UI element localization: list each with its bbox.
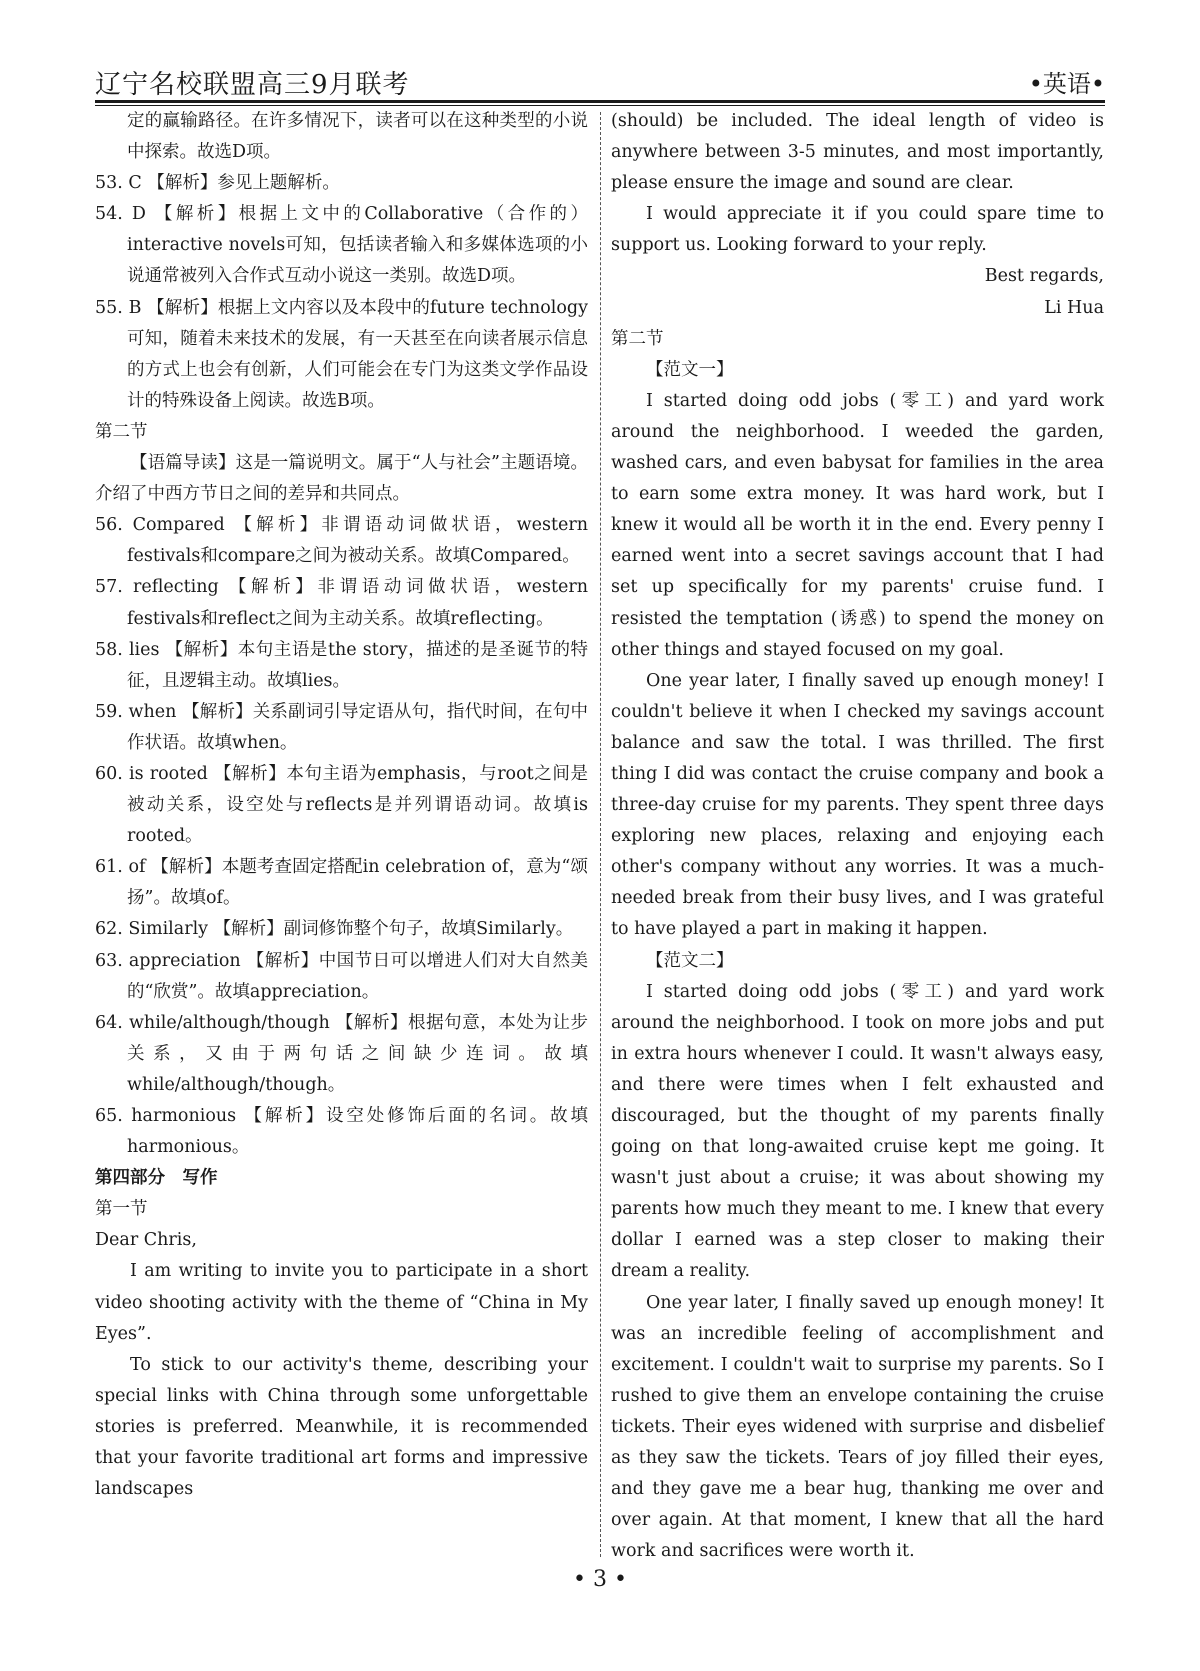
paragraph: To stick to our activity's theme, describing your special links with China through some unforgettable stories is preferred. Meanwhile, it is recommended that your favorite traditional art forms and impressive landscapes — [95, 1354, 588, 1500]
exam-title: 辽宁名校联盟高三9月联考 — [95, 70, 410, 100]
paragraph: 60. is rooted 【解析】本句主语为emphasis，与root之间是被动关系，设空处与reflects是并列谓语动词。故填is rooted。 — [95, 763, 588, 847]
page-number: • 3 • — [573, 1567, 627, 1592]
paragraph: 59. when 【解析】关系副词引导定语从句，指代时间，在句中作状语。故填when。 — [95, 701, 588, 753]
paragraph: 第二节 — [611, 328, 664, 349]
paragraph: 54. D 【解析】根据上文中的Collaborative（合作的）interactive novels可知，包括读者输入和多媒体选项的小说通常被列入合作式互动小说这一类别。故选D项。 — [95, 204, 588, 287]
paragraph: 61. of 【解析】本题考查固定搭配in celebration of，意为“颂扬”。故填of。 — [95, 857, 588, 909]
paragraph: 56. Compared 【解析】非谓语动词做状语，western festivals和compare之间为被动关系。故填Compared。 — [95, 515, 588, 567]
paragraph: Best regards, — [984, 266, 1104, 287]
paragraph: 第二节 — [95, 421, 148, 442]
paragraph: 64. while/although/though 【解析】根据句意，本处为让步关系，又由于两句话之间缺少连词。故填while/although/though。 — [95, 1012, 588, 1095]
paragraph: 【范文二】 — [646, 950, 734, 971]
paragraph: 55. B 【解析】根据上文内容以及本段中的future technology可知，随着未来技术的发展，有一天甚至在向读者展示信息的方式上也会有创新，人们可能会在专门为这类文学作品设计的特殊设备上阅读。故选B项。 — [95, 297, 588, 411]
paragraph: One year later, I finally saved up enough money! It was an incredible feeling of accomplishment and excitement. I couldn't wait to surprise my parents. So I rushed to give them an envelope containing the cruise tickets. Their eyes widened with surprise and disbelief as they saw the tickets. Tears of joy filled their eyes, and they gave me a bear hug, thanking me over and over again. At that moment, I knew that all the hard work and sacrifices were worth it. — [611, 1292, 1104, 1562]
paragraph: 58. lies 【解析】本句主语是the story，描述的是圣诞节的特征，且逻辑主动。故填lies。 — [95, 639, 588, 691]
paragraph: Dear Chris, — [95, 1230, 197, 1251]
paragraph: 第一节 — [95, 1199, 148, 1220]
right-column — [611, 106, 1104, 1567]
paragraph: 【范文一】 — [646, 359, 734, 380]
paragraph: 53. C 【解析】参见上题解析。 — [95, 173, 340, 194]
paragraph: I started doing odd jobs (零工) and yard work around the neighborhood. I weeded the garden, washed cars, and even babysat for families in the area to earn some extra money. It was hard work, but I knew it would all be worth it in the end. Every penny I earned went into a secret savings account that I had set up specifically for my parents' cruise fund. I resisted the temptation (诱惑) to spend the money on other things and stayed focused on my goal. — [611, 390, 1104, 660]
page-header — [95, 60, 1105, 100]
paragraph: One year later, I finally saved up enough money! I couldn't believe it when I checked my savings account balance and saw the total. I was thrilled. The first thing I did was contact the cruise company and book a three-day cruise for my parents. They spent three days exploring new places, relaxing and enjoying each other's company without any worries. It was a much-needed break from their busy lives, and I was grateful to have played a part in making it happen. — [611, 670, 1104, 940]
paragraph: 第四部分 写作 — [95, 1168, 218, 1189]
header-rule-thick — [95, 100, 1105, 103]
paragraph: 62. Similarly 【解析】副词修饰整个句子，故填Similarly。 — [95, 919, 574, 940]
paragraph: Li Hua — [1044, 297, 1104, 318]
paragraph: 定的赢输路径。在许多情况下，读者可以在这种类型的小说中探索。故选D项。 — [127, 111, 588, 163]
paragraph: I started doing odd jobs (零工) and yard work around the neighborhood. I took on more jobs and put in extra hours whenever I could. It wasn't always easy, and there were times when I felt exhausted and discouraged, but the thought of my parents finally going on that long-awaited cruise kept me going. It wasn't just about a cruise; it was about showing my parents how much they meant to me. I knew that every dollar I earned was a step closer to making their dream a reality. — [611, 981, 1104, 1282]
subject-label: •英语• — [1028, 70, 1105, 98]
paragraph: I would appreciate it if you could spare time to support us. Looking forward to your reply. — [611, 204, 1104, 256]
paragraph: (should) be included. The ideal length of video is anywhere between 3-5 minutes, and most importantly, please ensure the image and sound are clear. — [611, 111, 1104, 194]
column-divider — [600, 112, 601, 1557]
paragraph: 57. reflecting 【解析】非谓语动词做状语，western festivals和reflect之间为主动关系。故填reflecting。 — [95, 577, 588, 629]
paragraph: 65. harmonious 【解析】设空处修饰后面的名词。故填harmonious。 — [95, 1106, 588, 1158]
left-column — [95, 106, 588, 1505]
paragraph: 63. appreciation 【解析】中国节日可以增进人们对大自然美的“欣赏”。故填appreciation。 — [95, 950, 588, 1002]
paragraph: I am writing to invite you to participate in a short video shooting activity with the theme of “China in My Eyes”. — [95, 1261, 588, 1344]
paragraph: 【语篇导读】这是一篇说明文。属于“人与社会”主题语境。介绍了中西方节日之间的差异和共同点。 — [95, 453, 588, 505]
